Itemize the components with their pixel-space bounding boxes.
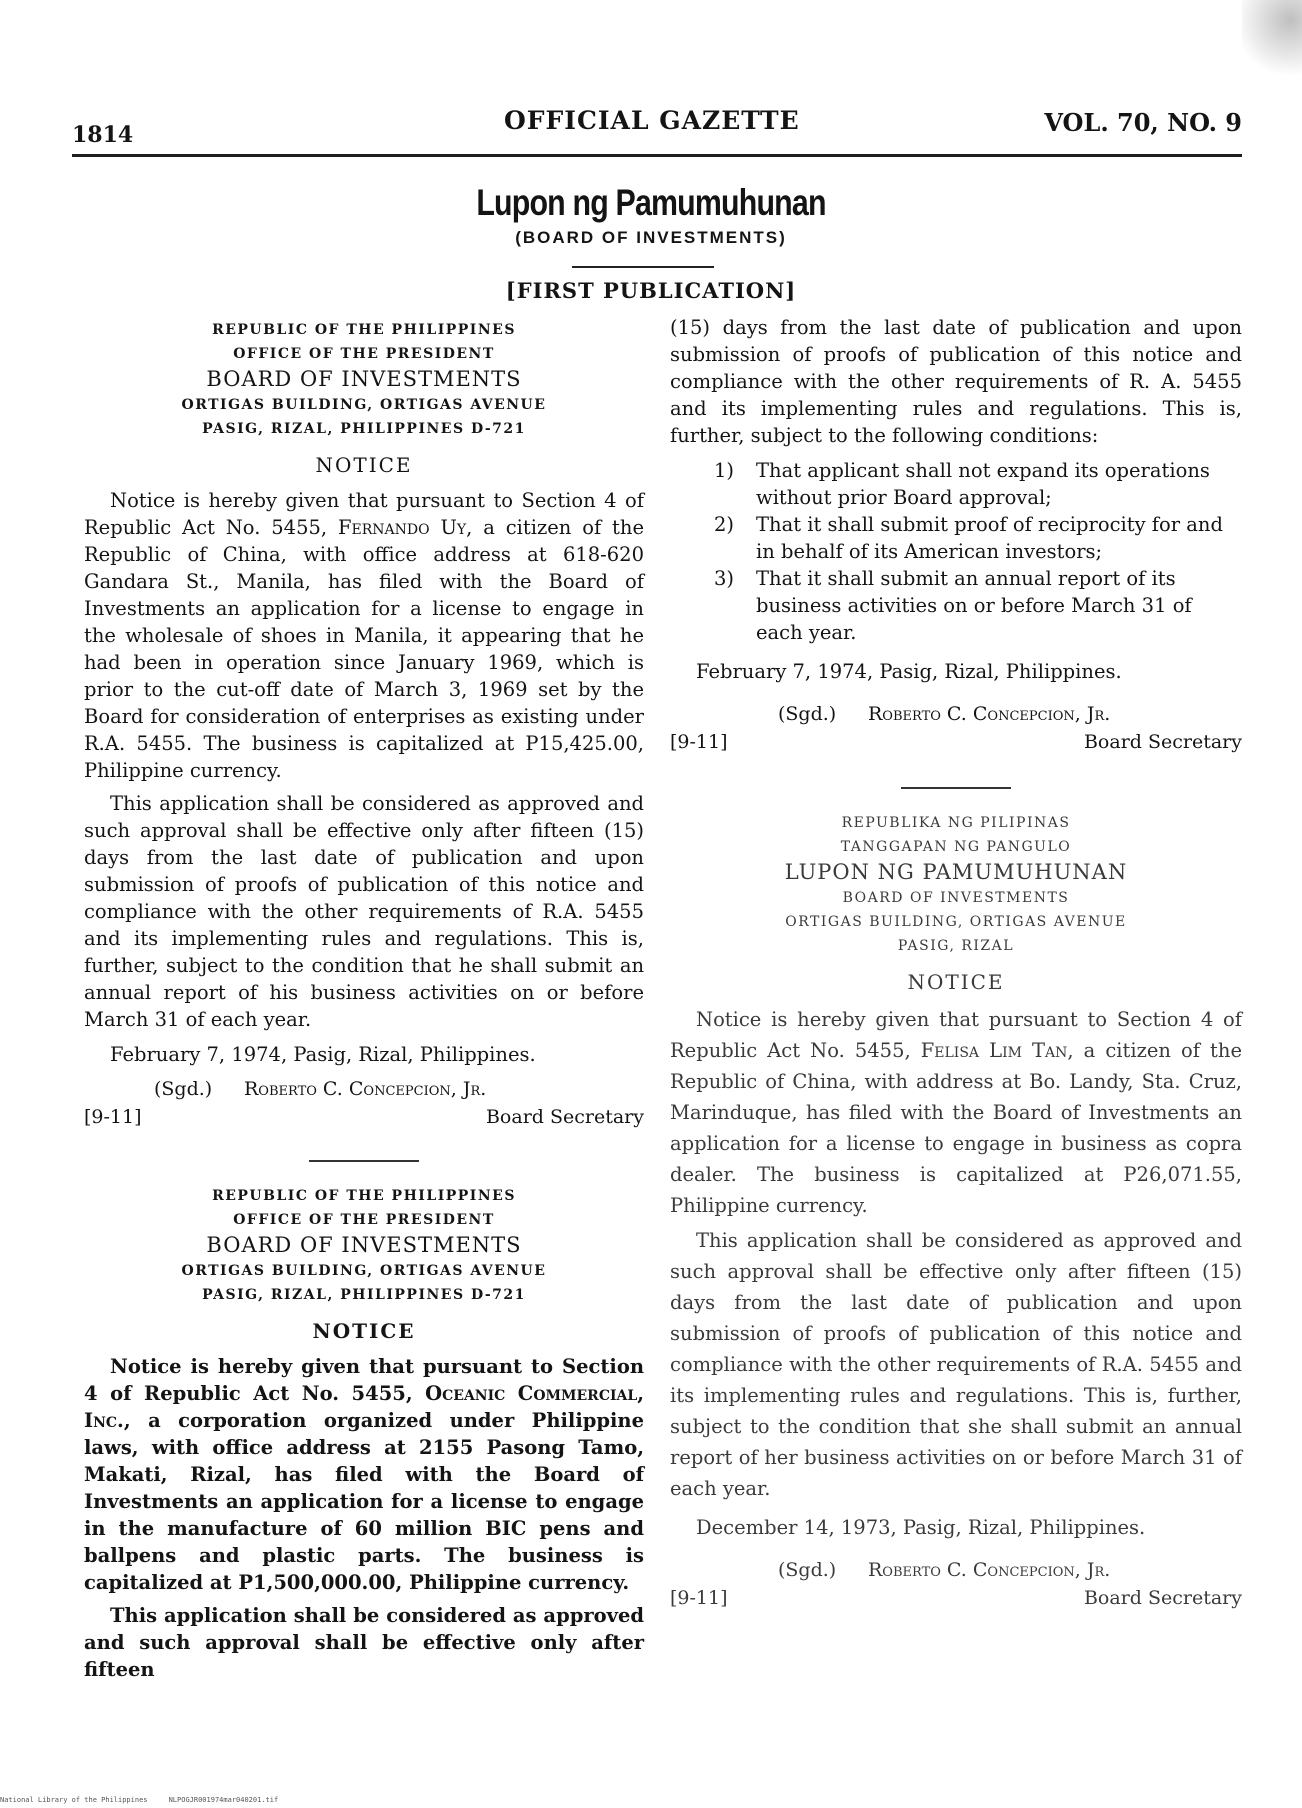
notice-2-conditions [670,457,1242,646]
separator-rule [901,787,1011,789]
footer-source: National Library of the Philippines [0,1796,148,1804]
notice-1-paragraph-1 [84,487,644,784]
notice-1-title: NOTICE [315,453,413,477]
condition-text: That applicant shall not expand its operations without prior Board approval; [756,459,1210,509]
letterhead-line: ORTIGAS BUILDING, ORTIGAS AVENUE [785,914,1127,930]
notice-2-title: NOTICE [312,1319,416,1343]
condition-item [714,511,1242,565]
issue-range: [9-11] [84,1106,142,1128]
letterhead-line: TANGGAPAN NG PANGULO [840,839,1072,855]
text-run: , a corporation organized under Philippine laws, with office address at 2155 Pasong Tamo, Makati, Rizal, has filed with the Board of Investments an application for a license to engage in the manufacture of 60 million BIC pens and ballpens and plastic parts. The business is capitalized at P1,500,000.00, Philippine currency. [84,1409,644,1594]
section-title: Lupon ng Pamumuhunan [476,182,826,223]
signatory-name: Roberto C. Concepcion, Jr. [244,1078,487,1100]
signatory-role: Board Secretary [1083,731,1242,753]
condition-item [714,457,1242,511]
title-rule [572,266,714,268]
separator-rule [309,1160,419,1162]
signed-mark: (Sgd.) [778,703,837,725]
letterhead-agency: BOARD OF INVESTMENTS [206,367,522,391]
signed-mark: (Sgd.) [154,1078,213,1100]
right-column [670,314,1242,1619]
applicant-name: Felisa Lim Tan [920,1039,1068,1062]
letterhead-line: REPUBLIKA NG PILIPINAS [841,815,1071,831]
signed-mark: (Sgd.) [778,1559,837,1581]
condition-text: That it shall submit proof of reciprocity for and in behalf of its American investors; [756,513,1223,563]
letterhead-line: BOARD OF INVESTMENTS [842,890,1070,906]
notice-1-date: February 7, 1974, Pasig, Rizal, Philippines. [110,1043,536,1066]
header-rule [72,154,1242,157]
signatory-name: Roberto C. Concepcion, Jr. [868,703,1111,725]
applicant-name: Oceanic Commercial, Inc. [84,1382,645,1432]
notice-2-signature [670,703,1242,763]
running-header [72,100,1242,148]
applicant-name: Fernando Uy [337,516,467,539]
text-run: Notice is hereby given that pursuant to Section 4 of Republic Act No. 5455, [84,489,644,539]
text-run: , a citizen of the Republic of China, with office address at 618-620 Gandara St., Manila, has filed with the Board of Investments an application for a license to engage in the wholesale of shoes in Manila, it appearing that he had been in operation since January 1969, which is prior to the cut-off date of March 3, 1969 set by the Board for consideration of enterprises as existing under R.A. 5455. The business is capitalized at P15,425.00, Philippine currency. [84,516,644,782]
text-run: Notice is hereby given that pursuant to Section 4 of Republic Act No. 5455, [84,1355,644,1405]
notice-2-paragraph-2-start: This application shall be considered as approved and such approval shall be effective only after fifteen [84,1604,644,1681]
letterhead-line: REPUBLIC OF THE PHILIPPINES [212,322,516,338]
letterhead-agency: LUPON NG PAMUMUHUNAN [784,860,1128,884]
signatory-role: Board Secretary [485,1106,644,1128]
letterhead-line: OFFICE OF THE PRESIDENT [233,346,495,362]
letterhead-line: REPUBLIC OF THE PHILIPPINES [212,1188,516,1204]
text-run: , a citizen of the Republic of China, with address at Bo. Landy, Sta. Cruz, Marinduque, has filed with the Board of Investments an application for a license to engage in business as copra dealer. The business is capitalized at P26,071.55, Philippine currency. [670,1039,1242,1217]
letterhead-line: OFFICE OF THE PRESIDENT [233,1212,495,1228]
condition-text: That it shall submit an annual report of its business activities on or before March 31 of each year. [756,567,1192,644]
issue-range: [9-11] [670,1587,728,1609]
notice-3-signature [670,1559,1242,1619]
signatory-name: Roberto C. Concepcion, Jr. [868,1559,1111,1581]
letterhead-line: PASIG, RIZAL [897,938,1015,954]
left-column [84,318,644,1683]
section-subtitle: (BOARD OF INVESTMENTS) [515,228,787,247]
letterhead-line: ORTIGAS BUILDING, ORTIGAS AVENUE [181,1263,547,1279]
notice-1-signature [84,1078,644,1138]
footer-file: NLPOGJR001974mar040201.tif [168,1796,279,1804]
text-run: Notice is hereby given that pursuant to Section 4 of Republic Act No. 5455, [670,1008,1242,1062]
volume-number: VOL. 70, NO. 9 [1044,108,1242,137]
notice-1-paragraph-2: This application shall be considered as approved and such approval shall be effective only after fifteen (15) days from the last date of publication and upon submission of proofs of publication of this notice and compliance with the other requirements of R.A. 5455 and its implementing rules and regulations. This is, further, subject to the condition that he shall submit an annual report of his business activities on or before March 31 of each year. [84,792,644,1031]
letterhead-agency: BOARD OF INVESTMENTS [206,1233,522,1257]
notice-2-letterhead [84,1184,644,1307]
notice-2-date: February 7, 1974, Pasig, Rizal, Philippines. [696,660,1122,683]
notice-2-paragraph-1 [84,1353,644,1596]
scan-noise [1242,0,1302,100]
notice-3-paragraph-1 [670,1004,1242,1221]
condition-number: 3) [714,567,735,590]
signatory-role: Board Secretary [1083,1587,1242,1609]
scan-footer [0,1796,278,1804]
notice-3-paragraph-2: This application shall be considered as approved and such approval shall be effective only after fifteen (15) days from the last date of publication and upon submission of proofs of publication of this notice and compliance with the other requirements of R.A. 5455 and its implementing rules and regulations. This is, further, subject to the condition that she shall submit an annual report of her business activities on or before March 31 of each year. [670,1229,1242,1500]
publication-tag: [FIRST PUBLICATION] [505,278,797,303]
letterhead-line: PASIG, RIZAL, PHILIPPINES D-721 [202,421,526,437]
notice-3-letterhead [670,811,1242,958]
notice-2-paragraph-2-continued: (15) days from the last date of publication and upon submission of proofs of publication of this notice and compliance with the other requirements of R. A. 5455 and its implementing rules and regulations. This is, further, subject to the following conditions: [670,316,1242,447]
notice-3-date: December 14, 1973, Pasig, Rizal, Philippines. [696,1516,1146,1539]
letterhead-line: PASIG, RIZAL, PHILIPPINES D-721 [202,1287,526,1303]
notice-1-letterhead [84,318,644,441]
publication-title: OFFICIAL GAZETTE [504,106,800,135]
page-number: 1814 [72,122,134,148]
issue-range: [9-11] [670,731,728,753]
condition-item [714,565,1242,646]
letterhead-line: ORTIGAS BUILDING, ORTIGAS AVENUE [181,397,547,413]
condition-number: 1) [714,459,735,482]
condition-number: 2) [714,513,735,536]
notice-3-title: NOTICE [907,970,1005,994]
